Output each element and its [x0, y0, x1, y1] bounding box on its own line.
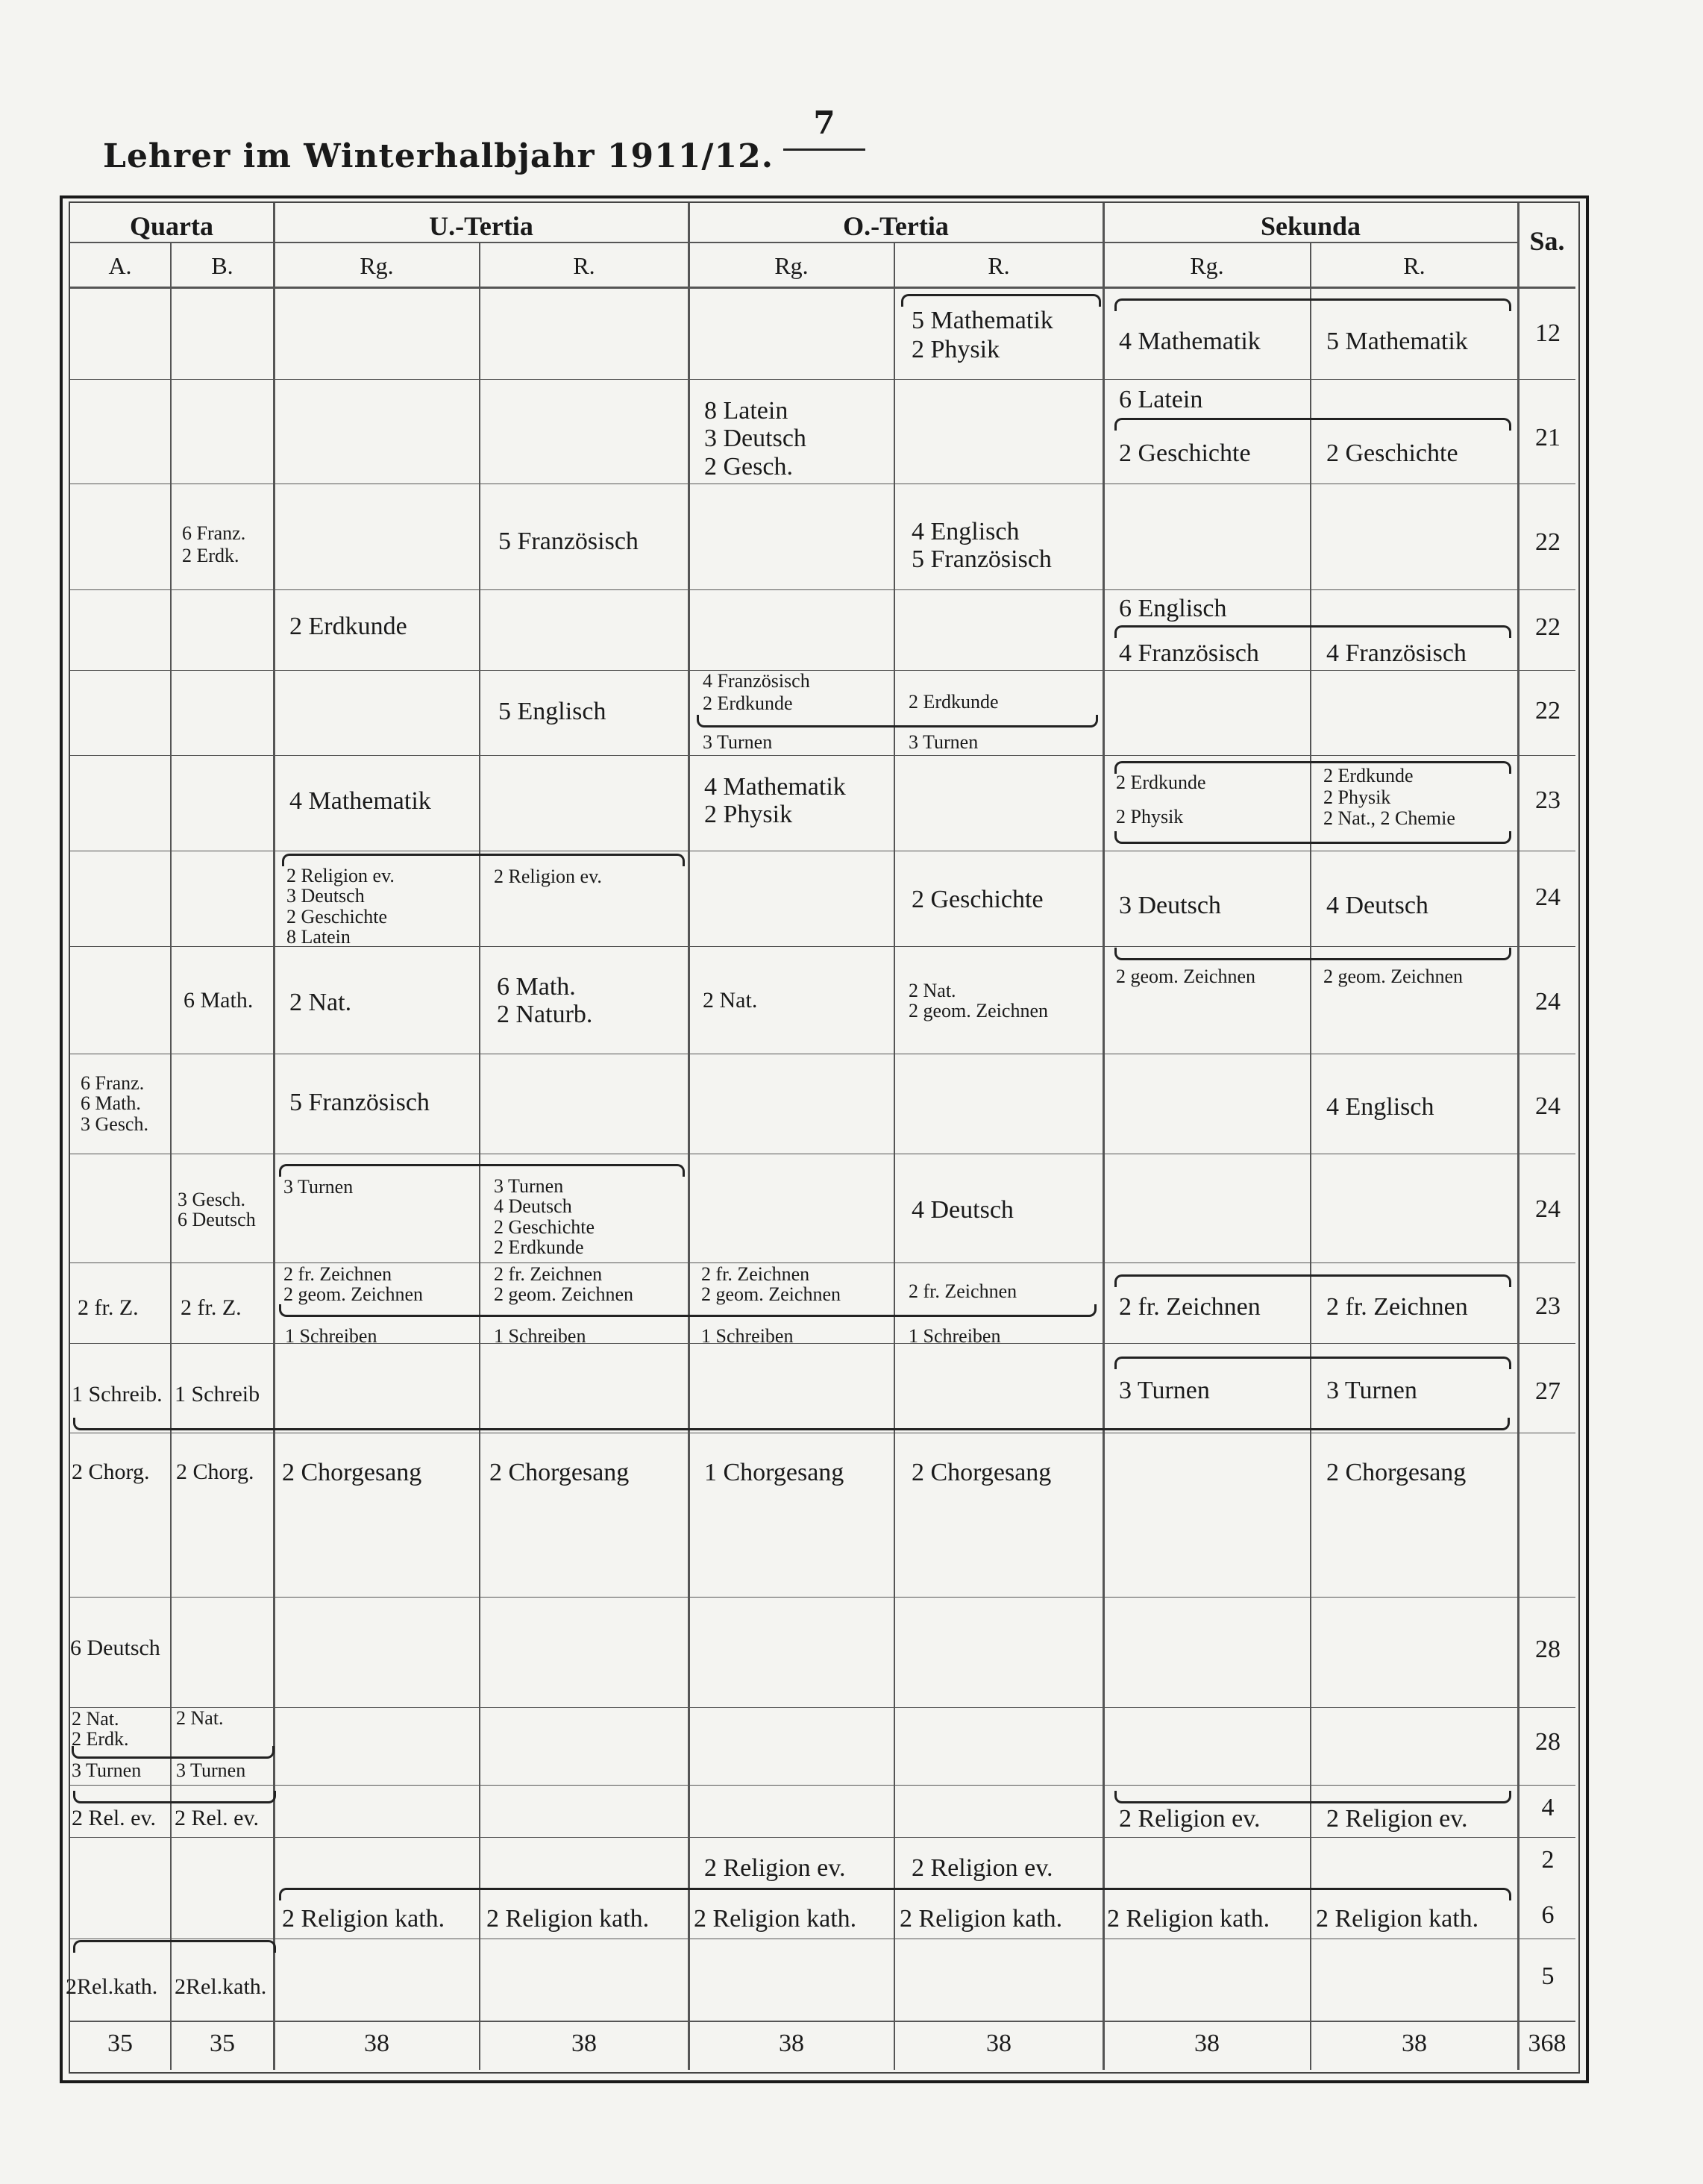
- cell-text: 2 fr. Zeichnen: [909, 1280, 1017, 1302]
- row-sum: 22: [1535, 613, 1561, 641]
- cell-text: 3 Deutsch: [1119, 892, 1221, 919]
- row-sum: 28: [1535, 1728, 1561, 1756]
- cell-text: 1 Schreiben: [701, 1325, 794, 1347]
- cell-text: 2 Nat. 2 geom. Zeichnen: [909, 980, 1048, 1022]
- cell-text: 2 Geschichte: [1326, 439, 1458, 467]
- brace: [1114, 831, 1511, 844]
- cell-text: 2 Religion kath.: [1316, 1905, 1479, 1933]
- brace: [73, 1940, 276, 1953]
- cell-text: 4 Englisch: [1326, 1093, 1434, 1121]
- brace: [73, 1791, 276, 1803]
- cell-text: 5 Mathematik 2 Physik: [912, 307, 1053, 364]
- cell-text: 1 Schreiben: [285, 1325, 377, 1347]
- cell-text: 5 Französisch: [289, 1089, 430, 1116]
- brace: [279, 1304, 1097, 1317]
- brace: [1114, 948, 1511, 960]
- cell-text: 6 Englisch: [1119, 595, 1227, 622]
- cell-text: 1 Schreib: [175, 1382, 260, 1407]
- row-sum: 2: [1541, 1846, 1555, 1874]
- row-line: [70, 1597, 1575, 1598]
- cell-text: 2 Nat.: [289, 989, 352, 1016]
- total-sum: 368: [1528, 2030, 1566, 2057]
- cell-text: 2 Geschichte: [1119, 439, 1251, 467]
- cell-text: 2 Rel. ev.: [175, 1806, 260, 1830]
- brace: [279, 1888, 1511, 1900]
- cell-text: 5 Französisch: [498, 528, 639, 555]
- brace: [1114, 1274, 1511, 1287]
- row-sum: 21: [1535, 424, 1561, 451]
- cell-text: 2 fr. Zeichnen 2 geom. Zeichnen: [283, 1263, 423, 1306]
- cell-text: 2 fr. Zeichnen 2 geom. Zeichnen: [701, 1263, 841, 1306]
- cell-text: 4 Deutsch: [1326, 892, 1428, 919]
- header-otertia-r: R.: [988, 252, 1010, 279]
- row-line: [70, 670, 1575, 671]
- cell-text: 2 Religion kath.: [694, 1905, 857, 1933]
- cell-text: 2 geom. Zeichnen: [1323, 966, 1463, 987]
- row-line: [70, 589, 1575, 590]
- cell-text: 3 Turnen: [909, 731, 979, 753]
- row-sum: 23: [1535, 1292, 1561, 1320]
- header-divider: [70, 287, 1575, 289]
- row-sum: 5: [1541, 1962, 1555, 1990]
- header-sekunda-r: R.: [1403, 252, 1426, 279]
- cell-text: 1 Schreib.: [72, 1382, 163, 1407]
- row-sum: 24: [1535, 883, 1561, 911]
- col-line: [479, 242, 480, 2070]
- cell-text: 2 Religion ev.: [704, 1854, 846, 1882]
- cell-text: 6 Math.: [184, 988, 254, 1013]
- header-otertia: O.-Tertia: [843, 211, 949, 241]
- cell-text: 2 Nat. 2 Erdk.: [72, 1708, 129, 1750]
- header-utertia: U.-Tertia: [429, 211, 533, 241]
- brace: [72, 1746, 275, 1759]
- cell-text: 2 Nat.: [176, 1707, 224, 1729]
- total-otertia-r: 38: [986, 2030, 1012, 2057]
- cell-text: 4 Französisch: [1119, 639, 1259, 667]
- total-sekunda-rg: 38: [1194, 2030, 1220, 2057]
- cell-text: 2 Chorgesang: [282, 1459, 422, 1486]
- header-utertia-r: R.: [573, 252, 595, 279]
- total-otertia-rg: 38: [779, 2030, 804, 2057]
- cell-text: 2 Religion ev.: [912, 1854, 1053, 1882]
- cell-text: 2 Religion kath.: [282, 1905, 445, 1933]
- cell-text: 3 Turnen: [703, 731, 773, 753]
- cell-text: 3 Turnen: [176, 1759, 246, 1781]
- cell-text: 2 Erdkunde 2 Physik 2 Nat., 2 Chemie: [1323, 765, 1455, 830]
- header-quarta-b: B.: [211, 252, 233, 279]
- header-sekunda-rg: Rg.: [1190, 252, 1224, 279]
- brace: [73, 1418, 1510, 1430]
- cell-text: 2 Religion ev. 3 Deutsch 2 Geschichte 8 Latein: [286, 865, 395, 948]
- cell-text: 3 Turnen 4 Deutsch 2 Geschichte 2 Erdkunde: [494, 1175, 595, 1258]
- row-line: [70, 2021, 1575, 2022]
- header-quarta: Quarta: [130, 211, 213, 241]
- total-quarta-a: 35: [107, 2030, 133, 2057]
- cell-text: 3 Turnen: [1326, 1377, 1417, 1404]
- cell-text: 2Rel.kath.: [66, 1974, 158, 1999]
- cell-text: 6 Latein: [1119, 386, 1203, 413]
- cell-text: 4 Französisch: [1326, 639, 1467, 667]
- total-utertia-rg: 38: [364, 2030, 389, 2057]
- header-quarta-a: A.: [108, 252, 132, 279]
- cell-text: 4 Mathematik 2 Physik: [704, 773, 846, 829]
- cell-text: 1 Chorgesang: [704, 1459, 844, 1486]
- cell-text: 2 Chorgesang: [489, 1459, 630, 1486]
- header-otertia-rg: Rg.: [774, 252, 809, 279]
- cell-text: 2 Religion kath.: [1107, 1905, 1270, 1933]
- header-utertia-rg: Rg.: [360, 252, 394, 279]
- row-sum: 23: [1535, 786, 1561, 814]
- brace: [1114, 625, 1511, 638]
- cell-text: 3 Gesch. 6 Deutsch: [178, 1189, 256, 1231]
- cell-text: 2 Erdkunde: [289, 613, 407, 640]
- brace: [1114, 1791, 1511, 1803]
- cell-text: 2 Chorg.: [72, 1459, 150, 1484]
- row-line: [70, 1785, 1575, 1786]
- row-line: [70, 1837, 1575, 1838]
- cell-text: 2 Chorgesang: [1326, 1459, 1467, 1486]
- brace: [1114, 298, 1511, 311]
- brace: [901, 294, 1101, 307]
- brace: [1114, 1357, 1511, 1369]
- cell-text: 4 Englisch 5 Französisch: [912, 518, 1052, 574]
- total-sekunda-r: 38: [1402, 2030, 1427, 2057]
- cell-text: 4 Französisch 2 Erdkunde: [703, 670, 810, 714]
- col-line: [894, 242, 895, 2070]
- cell-text: 8 Latein 3 Deutsch 2 Gesch.: [704, 397, 806, 481]
- cell-text: 4 Mathematik: [289, 787, 431, 815]
- brace: [279, 1164, 685, 1177]
- row-sum: 22: [1535, 528, 1561, 556]
- cell-text: 2 Religion kath.: [486, 1905, 650, 1933]
- row-sum: 24: [1535, 1195, 1561, 1223]
- cell-text: 2 fr. Z.: [78, 1295, 139, 1320]
- cell-text: 1 Schreiben: [494, 1325, 586, 1347]
- cell-text: 2 Chorg.: [176, 1459, 254, 1484]
- cell-text: 2 Religion ev.: [1119, 1805, 1261, 1833]
- cell-text: 2 Chorgesang: [912, 1459, 1052, 1486]
- row-sum: 12: [1535, 319, 1561, 347]
- cell-text: 2 Erdkunde 2 Physik: [1116, 772, 1206, 827]
- cell-text: 2Rel.kath.: [175, 1974, 267, 1999]
- header-sa: Sa.: [1529, 226, 1565, 256]
- cell-text: 2 fr. Z.: [181, 1295, 242, 1320]
- cell-text: 2 fr. Zeichnen: [1119, 1293, 1261, 1321]
- cell-text: 2 Religion ev.: [1326, 1805, 1468, 1833]
- cell-text: 2 Geschichte: [912, 886, 1044, 913]
- row-sum: 28: [1535, 1636, 1561, 1663]
- row-line: [70, 755, 1575, 756]
- row-sum: 24: [1535, 988, 1561, 1016]
- cell-text: 3 Turnen: [283, 1176, 354, 1198]
- cell-text: 2 Rel. ev.: [72, 1806, 157, 1830]
- row-sum: 4: [1541, 1794, 1555, 1821]
- cell-text: 2 Religion ev.: [494, 866, 602, 887]
- cell-text: 6 Deutsch: [70, 1636, 160, 1660]
- brace: [697, 715, 1098, 728]
- cell-text: 2 Nat.: [703, 988, 758, 1013]
- header-divider: [70, 242, 1517, 243]
- cell-text: 2 Erdkunde: [909, 691, 999, 713]
- cell-text: 6 Franz. 6 Math. 3 Gesch.: [81, 1072, 148, 1135]
- brace: [1114, 418, 1511, 431]
- page-title: Lehrer im Winterhalbjahr 1911/12.: [103, 137, 774, 175]
- cell-text: 3 Turnen: [1119, 1377, 1210, 1404]
- cell-text: 6 Math. 2 Naturb.: [497, 973, 593, 1029]
- total-utertia-r: 38: [571, 2030, 597, 2057]
- cell-text: 1 Schreiben: [909, 1325, 1001, 1347]
- row-sum: 22: [1535, 697, 1561, 725]
- cell-text: 5 Mathematik: [1326, 328, 1468, 355]
- header-sekunda: Sekunda: [1260, 211, 1361, 241]
- cell-text: 2 geom. Zeichnen: [1116, 966, 1255, 987]
- cell-text: 2 fr. Zeichnen 2 geom. Zeichnen: [494, 1263, 633, 1306]
- page-number: 7: [783, 104, 865, 151]
- cell-text: 4 Deutsch: [912, 1196, 1014, 1224]
- total-quarta-b: 35: [210, 2030, 235, 2057]
- row-sum: 6: [1541, 1901, 1555, 1929]
- cell-text: 2 Religion kath.: [900, 1905, 1063, 1933]
- cell-text: 5 Englisch: [498, 698, 606, 725]
- row-line: [70, 379, 1575, 380]
- cell-text: 6 Franz. 2 Erdk.: [182, 522, 246, 566]
- row-sum: 24: [1535, 1092, 1561, 1120]
- cell-text: 3 Turnen: [72, 1759, 142, 1781]
- cell-text: 2 fr. Zeichnen: [1326, 1293, 1468, 1321]
- row-sum: 27: [1535, 1377, 1561, 1405]
- cell-text: 4 Mathematik: [1119, 328, 1261, 355]
- row-line: [70, 1707, 1575, 1708]
